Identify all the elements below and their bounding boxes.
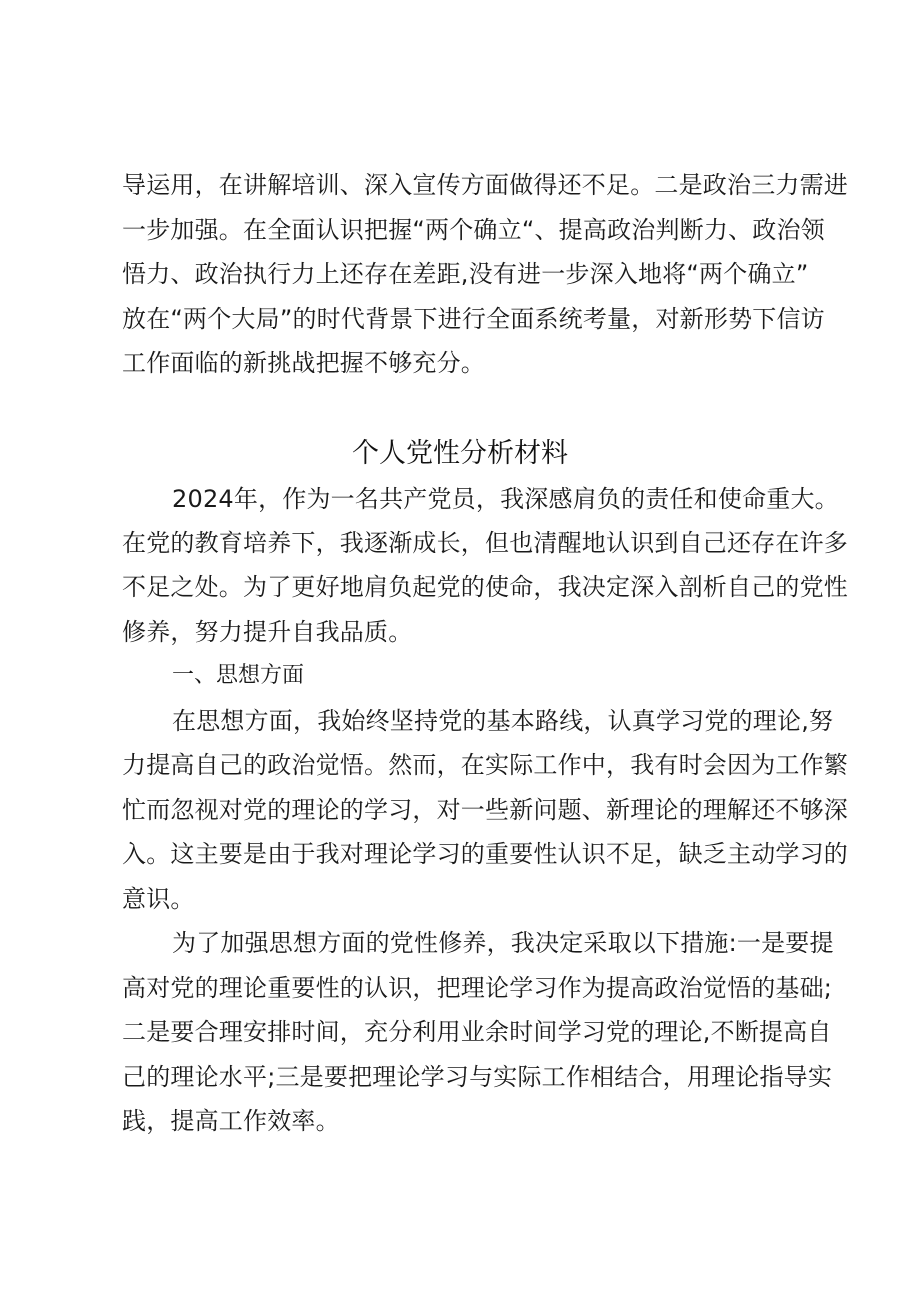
text-line: 工作面临的新挑战把握不够充分。: [122, 349, 485, 377]
text-line: 2024年，作为一名共产党员，我深感肩负的责任和使命重大。: [172, 485, 839, 513]
text-line: 修养，努力提升自我品质。: [122, 618, 413, 646]
text-line: 践，提高工作效率。: [122, 1107, 340, 1135]
text-line: 不足之处。为了更好地肩负起党的使命，我决定深入剖析自己的党性: [122, 573, 848, 601]
text-line: 为了加强思想方面的党性修养，我决定采取以下措施:一是要提: [172, 929, 834, 957]
text-line: 一步加强。在全面认识把握“两个确立“、提高政治判断力、政治领: [122, 216, 825, 244]
text-line: 在思想方面，我始终坚持党的基本路线，认真学习党的理论,努: [172, 707, 834, 735]
text-line: 力提高自己的政治觉悟。然而，在实际工作中，我有时会因为工作繁: [122, 751, 848, 779]
text-line: 高对党的理论重要性的认识，把理论学习作为提高政治觉悟的基础;: [122, 974, 833, 1002]
text-line: 忙而忽视对党的理论的学习，对一些新问题、新理论的理解还不够深: [122, 796, 848, 824]
text-line: 放在“两个大局”的时代背景下进行全面系统考量，对新形势下信访: [122, 305, 825, 333]
text-line: 意识。: [122, 885, 195, 913]
document-title: 个人党性分析材料: [352, 438, 568, 469]
text-line: 悟力、政治执行力上还存在差距,没有进一步深入地将“两个确立”: [122, 260, 809, 288]
text-line: 己的理论水平;三是要把理论学习与实际工作相结合，用理论指导实: [122, 1063, 833, 1091]
text-line: 在党的教育培养下，我逐渐成长，但也清醒地认识到自己还存在许多: [122, 529, 848, 557]
text-line: 二是要合理安排时间，充分利用业余时间学习党的理论,不断提高自: [122, 1018, 832, 1046]
text-line: 导运用，在讲解培训、深入宣传方面做得还不足。二是政治三力需进: [122, 171, 848, 199]
section-heading: 一、思想方面: [172, 663, 305, 688]
text-line: 入。这主要是由于我对理论学习的重要性认识不足，缺乏主动学习的: [122, 840, 848, 868]
